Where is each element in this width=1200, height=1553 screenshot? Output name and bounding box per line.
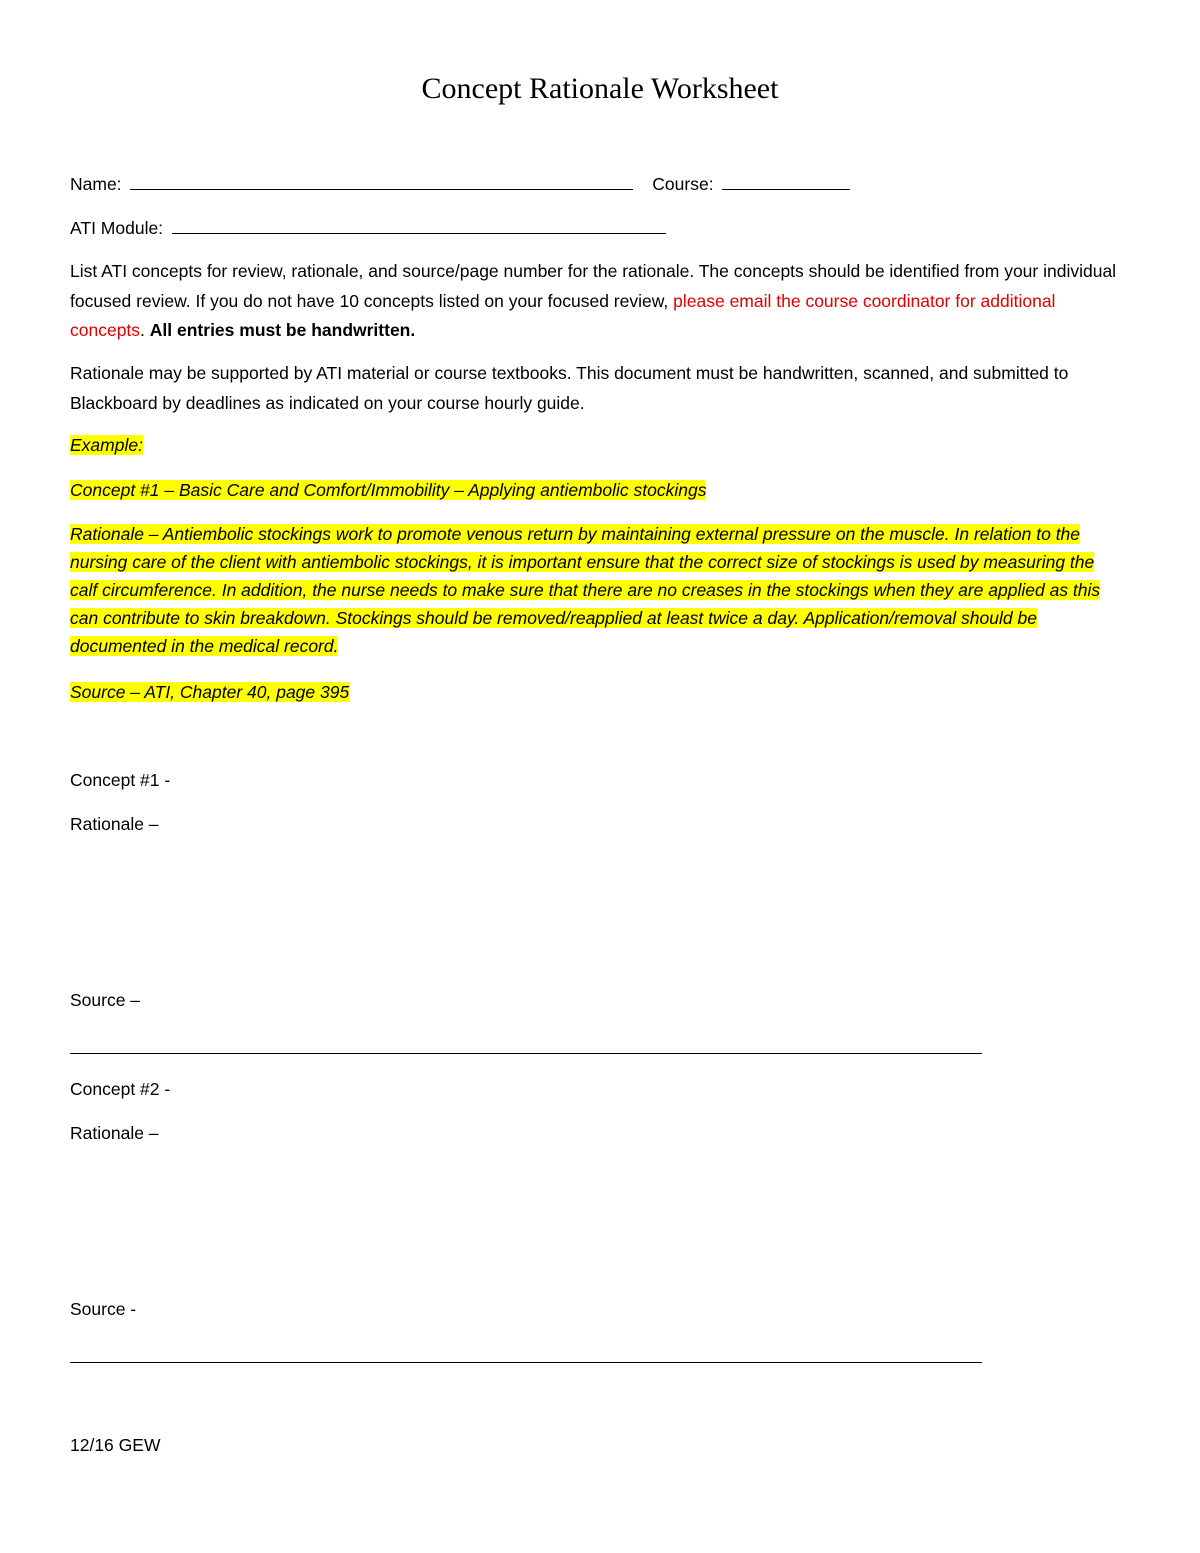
example-label: Example: bbox=[70, 435, 143, 455]
rationale-2-label: Rationale – bbox=[70, 1123, 159, 1143]
page-title: Concept Rationale Worksheet bbox=[421, 72, 779, 105]
instructions-paragraph-1 bbox=[70, 257, 1130, 346]
rationale-1-label: Rationale – bbox=[70, 814, 159, 834]
module-label: ATI Module: bbox=[70, 218, 164, 238]
example-label-row bbox=[70, 434, 143, 456]
example-rationale-block bbox=[70, 520, 1110, 660]
course-field[interactable] bbox=[722, 174, 850, 190]
name-field[interactable] bbox=[130, 174, 633, 190]
email-coordinator-text: please email the course coordinator for additional concepts bbox=[70, 290, 1056, 340]
source-2-label: Source - bbox=[70, 1299, 137, 1319]
module-field[interactable] bbox=[172, 218, 666, 234]
source-1-label: Source – bbox=[70, 990, 141, 1010]
name-label: Name: bbox=[70, 174, 122, 194]
divider-line bbox=[70, 1053, 982, 1054]
period-text: . bbox=[140, 320, 150, 340]
footer-code: 12/16 GEW bbox=[70, 1435, 161, 1455]
example-concept-row bbox=[70, 479, 706, 501]
handwritten-notice: All entries must be handwritten. bbox=[149, 320, 416, 340]
example-source: Source – ATI, Chapter 40, page 395 bbox=[70, 682, 350, 702]
concept-1-label: Concept #1 - bbox=[70, 770, 171, 790]
instructions-paragraph-2: Rationale may be supported by ATI material or course textbooks. This document must be handwritten, scanned, and submitted to Blackboard by deadlines as indicated on your course hourly guide. bbox=[70, 363, 1069, 413]
instructions-text: List ATI concepts for review, rationale, and source/page number for the rationale. The concepts should be identified from your individual focused review. If you do not have 10 concepts listed on your focused review, bbox=[70, 261, 1117, 311]
divider-line bbox=[70, 1362, 982, 1363]
course-label: Course: bbox=[652, 174, 714, 194]
example-source-row bbox=[70, 681, 349, 703]
example-concept: Concept #1 – Basic Care and Comfort/Immobility – Applying antiembolic stockings bbox=[70, 480, 707, 500]
example-rationale: Rationale – Antiembolic stockings work to promote venous return by maintaining external pressure on the muscle. In relation to the nursing care of the client with antiembolic stockings, it is important ensure that the correct size of stockings is used by measuring the calf circumference. In addition, the nurse needs to make sure that there are no creases in the stockings when they are applied as this can contribute to skin breakdown. Stockings should be removed/reapplied at least twice a day. Application/removal should be documented in the medical record. bbox=[70, 524, 1101, 656]
name-course-row bbox=[70, 173, 850, 195]
concept-2-label: Concept #2 - bbox=[70, 1079, 171, 1099]
module-row bbox=[70, 217, 666, 239]
